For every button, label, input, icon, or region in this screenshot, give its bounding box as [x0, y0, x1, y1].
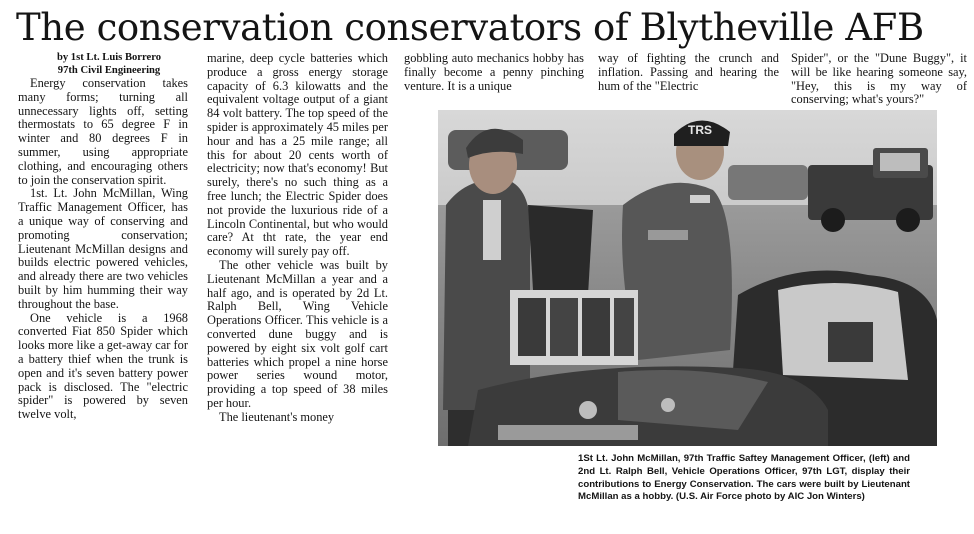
photo-illustration [438, 110, 937, 446]
paragraph: 1st. Lt. John McMillan, Wing Traffic Management Officer, has a unique way of conserving and promoting conservation; Lieutenant McMillan designs and builds electric powered vehicles, and already there are two vehicles built by him humming their way throughout the base. [18, 186, 188, 311]
paragraph: gobbling auto mechanics hobby has finally become a penny pinching venture. It is a unique [404, 51, 584, 93]
caption-text: 1St Lt. John McMillan, 97th Traffic Saftey Management Officer, (left) and 2nd Lt. Ralph Bell, Vehicle Operations Officer, 97th LGT, display their contributions to Energy Conservation. The cars were built by Lieutenant McMillan as a hobby. (U.S. Air Force photo by AIC Jon Winters) [578, 453, 910, 503]
byline-unit: 97th Civil Engineering [57, 64, 161, 76]
article-column-5 [791, 52, 967, 107]
news-photo [438, 110, 937, 446]
photo-caption [578, 453, 910, 504]
paragraph: way of fighting the crunch and inflation. Passing and hearing the hum of the "Electric [598, 51, 779, 93]
article-column-4 [598, 52, 779, 93]
paragraph: The lieutenant's money [219, 409, 335, 424]
byline-author: by 1st Lt. Luis Borrero [56, 52, 162, 63]
paragraph: One vehicle is a 1968 converted Fiat 850 Spider which looks more like a get-away car for a battery thief when the trunk is open and it's seven battery power pack is disclosed. The "electric spider" is powered by seven twelve volt, [18, 310, 188, 422]
paragraph: Spider", or the "Dune Buggy", it will be like hearing someone say, "Hey, this is my way of conserving; what's yours?" [791, 51, 967, 107]
paragraph: Energy conservation takes many forms; turning all unnecessary lights off, setting thermostats to 65 degree F in winter and 80 degrees F in summer, using appropriate clothing, and encouraging others to join the conservation spirit. [18, 76, 188, 187]
battery-rack [510, 290, 638, 365]
article-column-1 [18, 52, 188, 422]
headline: The conservation conservators of Blytheville AFB [16, 6, 924, 49]
article-column-2 [207, 52, 388, 425]
paragraph: marine, deep cycle batteries which produce a gross energy storage capacity of 6.3 kilowatts and the equivalent voltage output of a giant 84 volt battery. The top speed of the spider is approximately 45 miles per hour and has a 25 mile range; all this for about 20 cents worth of electricity; now that's economy! But surely, there's no such thing as a free lunch; the Electric Spider does not provide the luxurious ride of a Lincoln Continental, but who would care? At tht rate, the year end economy will surely pay off. [207, 51, 388, 259]
cap-insignia: TRS [688, 123, 712, 137]
article-column-3 [404, 52, 584, 93]
paragraph: The other vehicle was built by Lieutenant McMillan a year and a half ago, and is operated by 2d Lt. Ralph Bell, Wing Vehicle Operations Officer. This vehicle is a converted dune buggy and is powered by eight six volt golf cart batteries which propel a nine horse power series wound motor, providing a top speed of 38 miles per hour. [207, 257, 388, 410]
